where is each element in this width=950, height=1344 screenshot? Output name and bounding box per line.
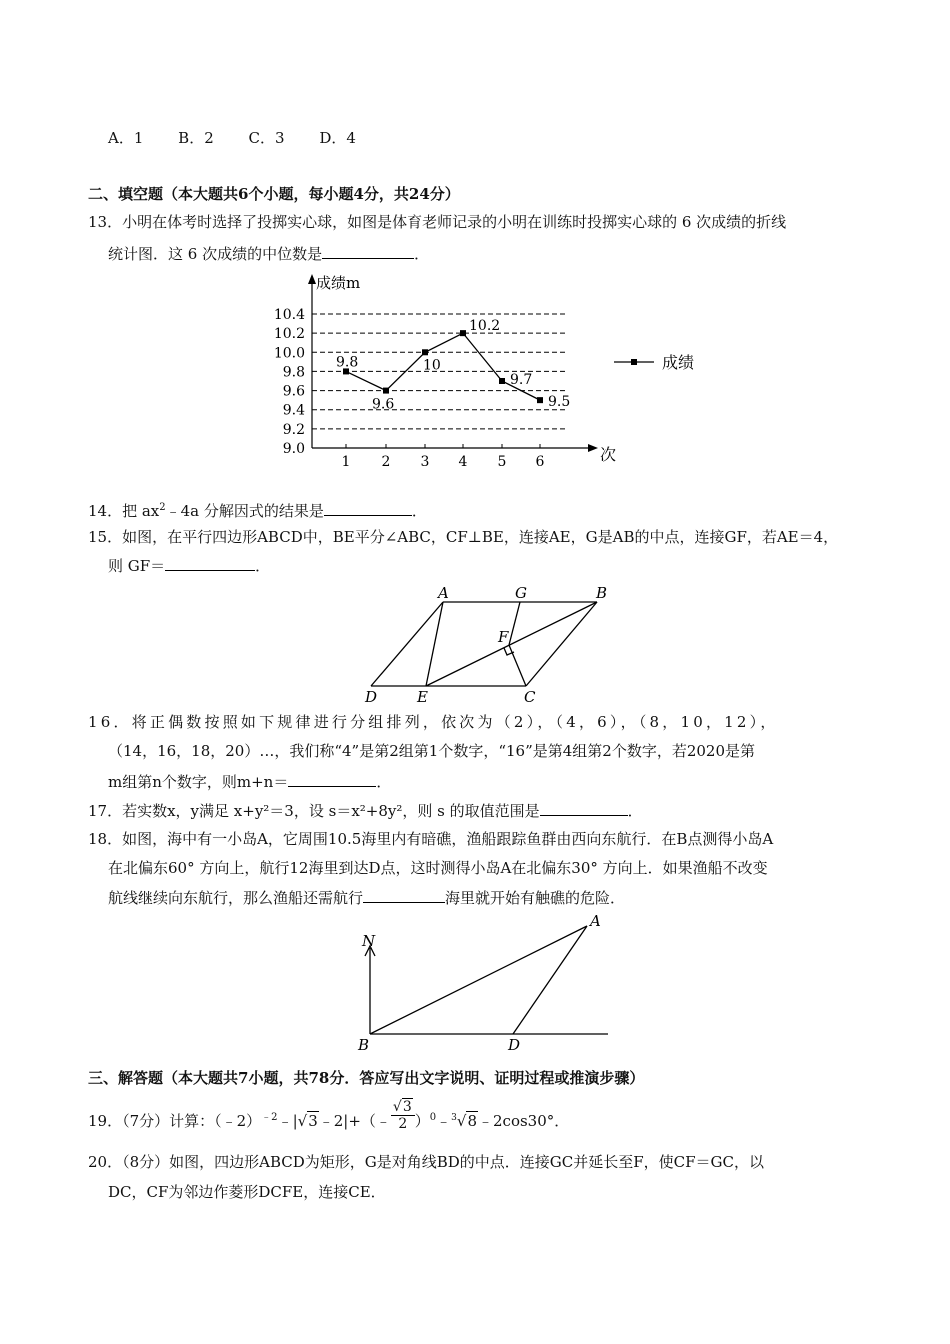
y-tick-label: 9.8 — [282, 364, 305, 381]
y-tick-label: 10.4 — [273, 307, 305, 323]
q19: 19．（7分）计算：（﹣2）$^{﹣2}$﹣|√3﹣2|+（﹣ $\frac{√3}{2}$ ）$^0$﹣$^3$√8﹣2cos30°． — [88, 1098, 570, 1132]
y-tick-label: 9.0 — [282, 441, 305, 457]
x-axis-arrow — [588, 444, 598, 452]
label-b: B — [596, 584, 608, 602]
q13-line2: 统计图．这 6 次成绩的中位数是 ． — [108, 245, 430, 263]
data-label: 10.2 — [469, 318, 501, 335]
y-tick-labels — [274, 307, 305, 457]
x-tick-label: 1 — [341, 454, 351, 470]
side-da — [371, 602, 443, 686]
q18-line3: 航线继续向东航行，那么渔船还需航行 海里就开始有触礁的危险． — [108, 889, 626, 907]
data-label: 9.7 — [510, 372, 533, 388]
label-f: F — [498, 628, 509, 646]
label-d: D — [508, 1036, 521, 1054]
side-bc — [526, 602, 597, 686]
data-label: 10 — [423, 357, 441, 374]
y-tick-label: 10.0 — [273, 345, 305, 362]
fraction: $\frac{√3}{2}$ — [391, 1099, 415, 1132]
segment-be — [426, 602, 597, 686]
y-tick-label: 10.2 — [273, 326, 305, 343]
answer-blank — [324, 501, 412, 516]
cube-root-radicand: 8 — [467, 1112, 477, 1130]
y-axis-label: 成绩m — [316, 274, 361, 292]
label-g: G — [515, 584, 527, 602]
legend — [614, 353, 694, 372]
label-c: C — [524, 688, 536, 706]
answer-blank — [322, 244, 414, 259]
segment-gf — [509, 602, 520, 645]
option-c: C．3 — [248, 129, 285, 147]
legend-label: 成绩 — [662, 353, 695, 372]
x-tick-label: 2 — [381, 454, 391, 470]
option-b: B．2 — [178, 129, 214, 147]
data-point — [460, 330, 466, 336]
y-tick-label: 9.4 — [282, 402, 305, 419]
section2-title: 二、填空题（本大题共6个小题，每小题4分，共24分） — [88, 185, 460, 203]
label-a: A — [590, 912, 601, 930]
label-d: D — [365, 688, 378, 706]
q16-line3: m组第n个数字，则m+n＝ ． — [108, 773, 392, 791]
sqrt-radicand: 3 — [308, 1112, 318, 1130]
parallelogram-figure — [360, 582, 620, 706]
segment-ba — [370, 926, 587, 1034]
answer-blank — [363, 888, 445, 903]
y-axis-arrow — [308, 274, 316, 284]
answer-blank — [540, 801, 628, 816]
q16-line2: （14，16，18，20）…，我们称“4”是第2组第1个数字，“16”是第4组第2个数字，若2020是第 — [108, 742, 756, 760]
segment-ae — [426, 602, 443, 686]
q12-options — [108, 128, 386, 148]
data-label: 9.6 — [372, 396, 395, 413]
x-tick-label: 5 — [497, 454, 507, 470]
q13-line1: 13．小明在体考时选择了投掷实心球，如图是体育老师记录的小明在训练时投掷实心球的 6 次成绩的折线 — [88, 213, 787, 231]
label-e: E — [417, 688, 428, 706]
x-axis-label: 次 — [600, 445, 617, 464]
series-line — [343, 330, 543, 403]
data-label: 9.8 — [336, 354, 359, 371]
answer-blank — [288, 772, 376, 787]
option-a: A．1 — [108, 129, 144, 147]
data-label: 9.5 — [548, 394, 571, 411]
q17: 17．若实数x，y满足 x+y²＝3，设 s＝x²+8y²，则 s 的取值范围是 ． — [88, 802, 643, 820]
segment-da — [513, 926, 587, 1034]
q20-line1: 20．（8分）如图，四边形ABCD为矩形，G是对角线BD的中点．连接GC并延长至F，使CF＝GC，以 — [88, 1153, 765, 1171]
answer-blank — [165, 556, 255, 571]
island-figure — [354, 910, 614, 1054]
section3-title: 三、解答题（本大题共7小题，共78分．答应写出文字说明、证明过程或推演步骤） — [88, 1069, 645, 1087]
q20-line2: DC，CF为邻边作菱形DCFE，连接CE． — [108, 1183, 386, 1201]
option-d: D．4 — [319, 129, 356, 147]
y-tick-label: 9.2 — [282, 421, 305, 438]
q18-line1: 18．如图，海中有一小岛A，它周围10.5海里内有暗礁，渔船跟踪鱼群由西向东航行．在B点测得小岛A — [88, 830, 774, 848]
q14: 14．把 $ax^2﹣4a$ 分解因式的结果是 ． — [88, 502, 427, 520]
data-point — [422, 349, 428, 355]
data-point — [383, 388, 389, 394]
label-n: N — [362, 932, 376, 950]
legend-marker — [631, 359, 637, 365]
q18-line2: 在北偏东60° 方向上，航行12海里到达D点，这时测得小岛A在北偏东30° 方向上．如果渔船不改变 — [108, 859, 768, 877]
x-tick-label: 6 — [535, 454, 545, 470]
q16-line1: 16．将正偶数按照如下规律进行分组排列，依次为（2），（4，6），（8，10，12）， — [88, 713, 779, 731]
q15-line2: 则 GF＝ ． — [108, 557, 271, 575]
x-tick-label: 3 — [420, 454, 430, 470]
data-point — [499, 378, 505, 384]
line-chart — [270, 268, 695, 470]
q15-line1: 15．如图，在平行四边形ABCD中，BE平分∠ABC，CF⊥BE，连接AE，G是AB的中点，连接GF，若AE＝4， — [88, 528, 839, 546]
label-a: A — [438, 584, 449, 602]
x-tick-label: 4 — [458, 454, 468, 470]
y-tick-label: 9.6 — [282, 383, 305, 400]
segment-cf — [509, 645, 526, 686]
data-point — [537, 397, 543, 403]
label-b: B — [358, 1036, 370, 1054]
